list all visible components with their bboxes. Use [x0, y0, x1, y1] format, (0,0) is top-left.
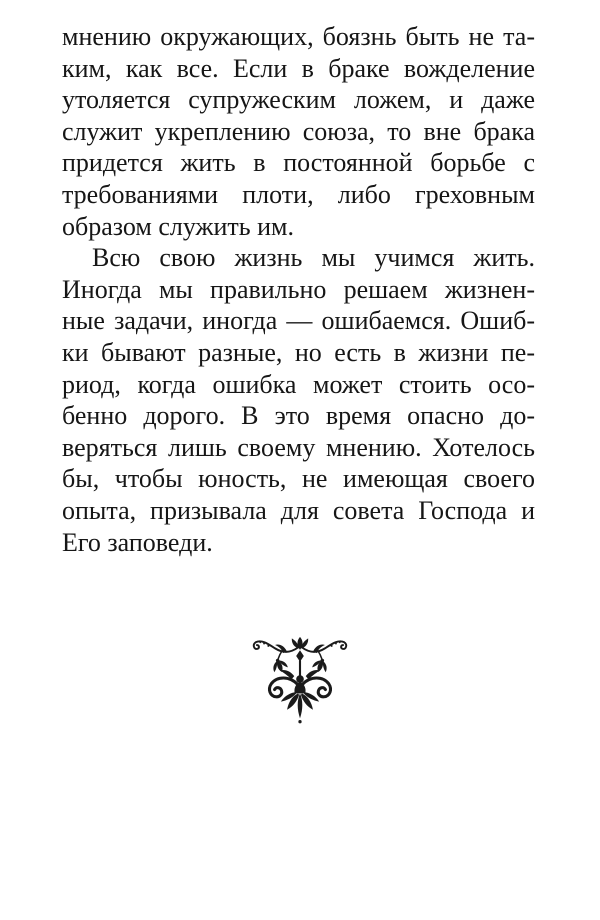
text-line: бенно дорого. В это время опасно до- — [62, 401, 535, 431]
paragraph — [62, 242, 535, 558]
text-line: веряться лишь своему мнению. Хотелось — [62, 432, 535, 462]
text-line: ные задачи, иногда — ошибаемся. Ошиб- — [62, 306, 535, 336]
text-line: Иногда мы правильно решаем жизнен- — [62, 274, 535, 304]
text-line: образом служить им. — [62, 211, 294, 241]
text-line: утоляется супружеским ложем, и даже — [62, 85, 535, 115]
text-line: бы, чтобы юность, не имеющая своего — [62, 464, 535, 494]
ornament-container — [0, 634, 600, 726]
paragraph — [62, 21, 535, 242]
text-line: опыта, призывала для совета Господа и — [62, 495, 535, 525]
text-line: ким, как все. Если в браке вожделение — [62, 53, 535, 83]
text-line: мнению окружающих, боязнь быть не та- — [62, 22, 535, 51]
text-line: служит укреплению союза, то вне брака — [62, 116, 535, 146]
text-line: ки бывают разные, но есть в жизни пе- — [62, 337, 535, 367]
floral-fleuron-icon — [242, 634, 358, 726]
text-line: риод, когда ошибка может стоить осо- — [62, 369, 535, 399]
text-line: Всю свою жизнь мы учимся жить. — [92, 243, 535, 273]
text-line: придется жить в постоянной борьбе с — [62, 148, 535, 178]
text-line: требованиями плоти, либо греховным — [62, 179, 535, 209]
text-line: Его заповеди. — [62, 527, 213, 557]
page-text — [62, 21, 535, 558]
